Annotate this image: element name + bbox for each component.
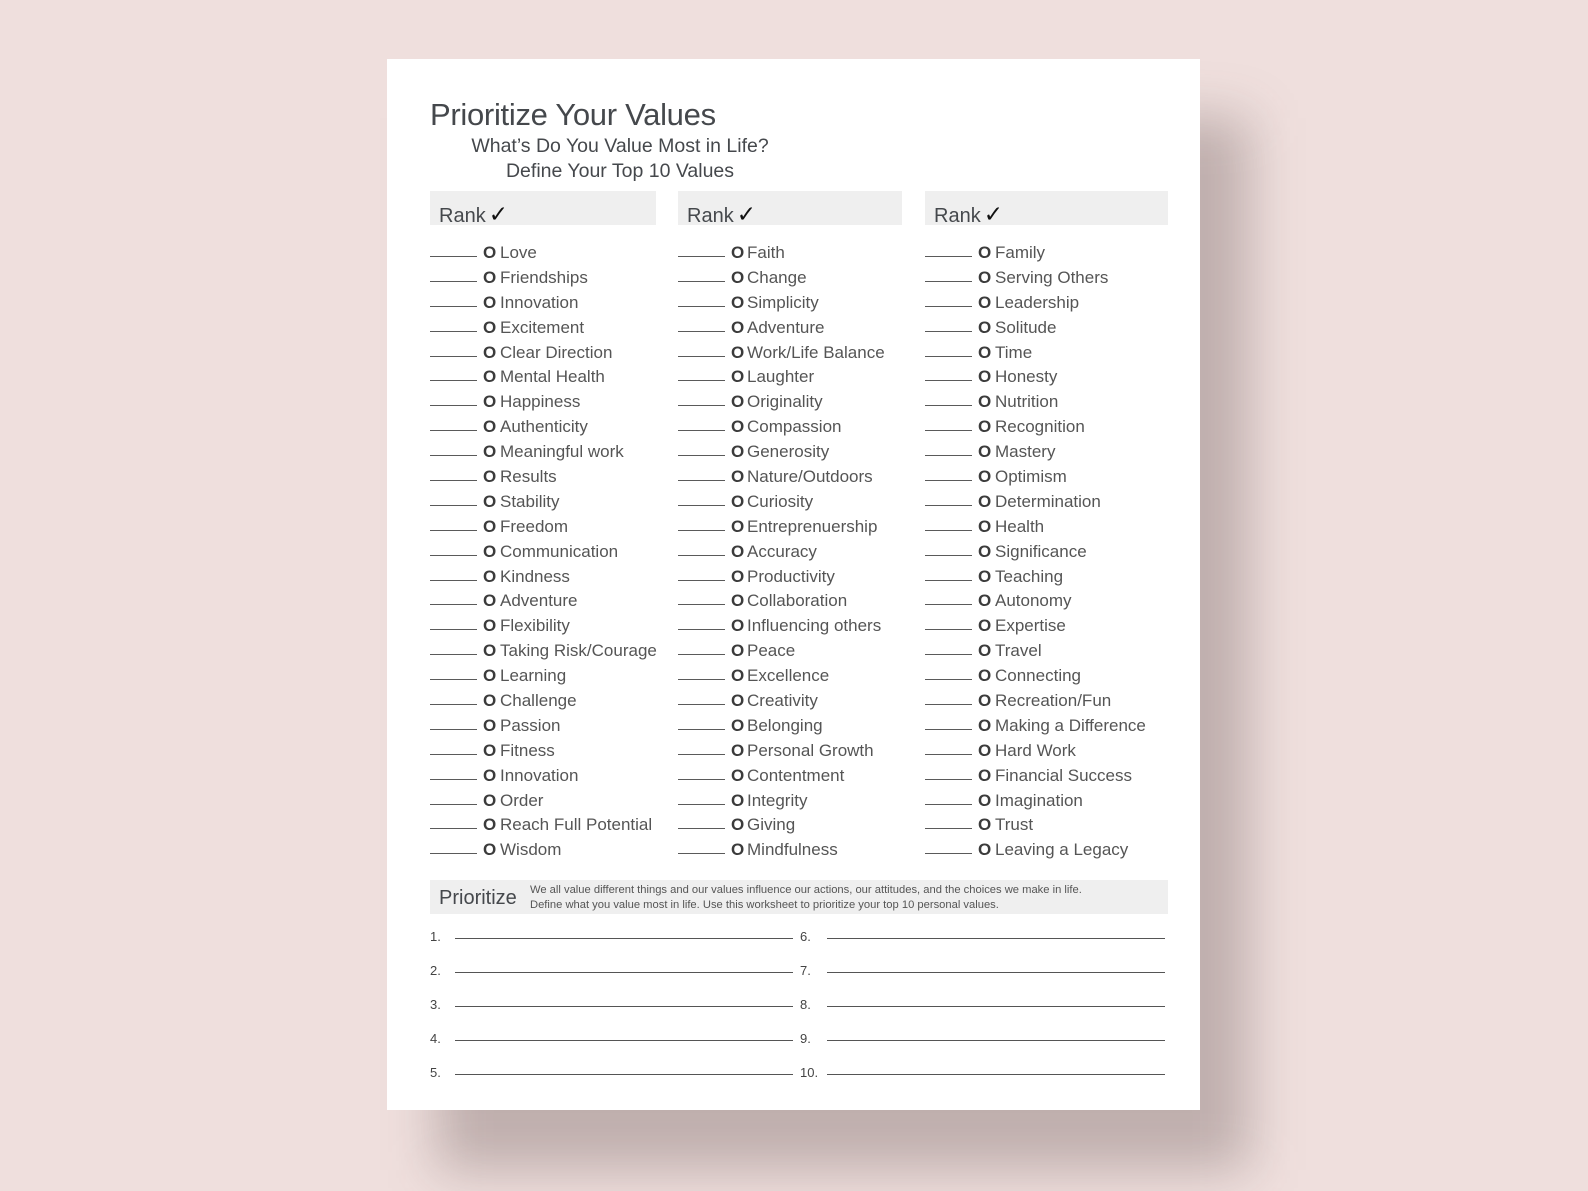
circle-checkbox[interactable]: O	[483, 541, 497, 561]
rank-blank-field[interactable]	[430, 779, 477, 780]
rank-blank-field[interactable]	[925, 704, 972, 705]
rank-blank-field[interactable]	[925, 804, 972, 805]
value-label: Recreation/Fun	[995, 691, 1112, 711]
rank-blank-field[interactable]	[678, 604, 725, 605]
circle-checkbox[interactable]: O	[483, 740, 497, 760]
circle-checkbox[interactable]: O	[978, 691, 992, 711]
value-label: Change	[747, 267, 807, 287]
circle-checkbox[interactable]: O	[978, 491, 992, 511]
circle-checkbox[interactable]: O	[978, 666, 992, 686]
circle-checkbox[interactable]: O	[483, 442, 497, 462]
circle-checkbox[interactable]: O	[978, 790, 992, 810]
value-label: Adventure	[747, 317, 825, 337]
value-label: Adventure	[500, 591, 578, 611]
rank-blank-field[interactable]	[430, 704, 477, 705]
value-label: Collaboration	[747, 591, 848, 611]
value-label: Excitement	[500, 317, 585, 337]
value-label: Results	[500, 467, 557, 487]
priority-number: 9.	[800, 1031, 811, 1046]
circle-checkbox[interactable]: O	[731, 541, 745, 561]
value-label: Work/Life Balance	[747, 342, 885, 362]
circle-checkbox[interactable]: O	[731, 442, 745, 462]
subtitle-instruction: Define Your Top 10 Values	[505, 160, 735, 182]
rank-blank-field[interactable]	[430, 380, 477, 381]
rank-blank-field[interactable]	[678, 455, 725, 456]
value-label: Health	[995, 516, 1045, 536]
rank-blank-field[interactable]	[430, 580, 477, 581]
circle-checkbox[interactable]: O	[483, 392, 497, 412]
subtitle-question: What’s Do You Value Most in Life?	[471, 135, 769, 157]
rank-blank-field[interactable]	[430, 530, 477, 531]
priority-number: 6.	[800, 929, 811, 944]
priority-write-field[interactable]	[455, 1006, 793, 1007]
priority-write-field[interactable]	[455, 1074, 793, 1075]
rank-blank-field[interactable]	[678, 306, 725, 307]
value-label: Nature/Outdoors	[747, 467, 873, 487]
value-label: Innovation	[500, 292, 579, 312]
prioritize-label: Prioritize	[439, 887, 517, 909]
value-label: Communication	[500, 541, 619, 561]
circle-checkbox[interactable]: O	[483, 790, 497, 810]
prioritize-bar	[430, 880, 1168, 914]
circle-checkbox[interactable]: O	[731, 243, 745, 262]
rank-header-label: Rank	[934, 205, 981, 227]
circle-checkbox[interactable]: O	[483, 317, 497, 337]
value-label: Excellence	[747, 666, 830, 686]
value-label: Innovation	[500, 765, 579, 785]
circle-checkbox[interactable]: O	[483, 840, 497, 860]
rank-blank-field[interactable]	[925, 331, 972, 332]
value-label: Financial Success	[995, 765, 1133, 785]
rank-blank-field[interactable]	[430, 331, 477, 332]
circle-checkbox[interactable]: O	[731, 491, 745, 511]
priority-write-field[interactable]	[827, 972, 1165, 973]
rank-header	[430, 191, 656, 225]
rank-blank-field[interactable]	[678, 430, 725, 431]
rank-blank-field[interactable]	[925, 306, 972, 307]
rank-header-label: Rank	[687, 205, 734, 227]
circle-checkbox[interactable]: O	[731, 317, 745, 337]
rank-blank-field[interactable]	[430, 828, 477, 829]
circle-checkbox[interactable]: O	[978, 367, 992, 387]
circle-checkbox[interactable]: O	[731, 666, 745, 686]
value-label: Entreprenuership	[747, 516, 878, 536]
circle-checkbox[interactable]: O	[978, 267, 992, 287]
rank-header	[925, 191, 1168, 225]
priority-write-field[interactable]	[827, 938, 1165, 939]
rank-blank-field[interactable]	[678, 331, 725, 332]
rank-blank-field[interactable]	[925, 405, 972, 406]
rank-blank-field[interactable]	[925, 356, 972, 357]
value-label: Mindfulness	[747, 840, 838, 860]
circle-checkbox[interactable]: O	[731, 516, 745, 536]
circle-checkbox[interactable]: O	[483, 616, 497, 636]
priority-number: 8.	[800, 997, 811, 1012]
value-label: Order	[500, 790, 544, 810]
rank-blank-field[interactable]	[430, 654, 477, 655]
rank-blank-field[interactable]	[925, 555, 972, 556]
prioritize-description-line: We all value different things and our values influence our actions, our attitudes, and the choices we make in life.	[530, 884, 1082, 896]
circle-checkbox[interactable]: O	[731, 691, 745, 711]
value-label: Happiness	[500, 392, 581, 412]
value-label: Nutrition	[995, 392, 1059, 412]
circle-checkbox[interactable]: O	[978, 616, 992, 636]
rank-blank-field[interactable]	[678, 356, 725, 357]
rank-blank-field[interactable]	[430, 455, 477, 456]
rank-blank-field[interactable]	[678, 804, 725, 805]
priority-number: 3.	[430, 997, 441, 1012]
circle-checkbox[interactable]: O	[978, 342, 992, 362]
rank-blank-field[interactable]	[925, 455, 972, 456]
priority-write-field[interactable]	[827, 1074, 1165, 1075]
circle-checkbox[interactable]: O	[978, 243, 992, 262]
rank-blank-field[interactable]	[430, 356, 477, 357]
circle-checkbox[interactable]: O	[483, 815, 497, 835]
circle-checkbox[interactable]: O	[483, 367, 497, 387]
rank-header-label: Rank	[439, 205, 486, 227]
circle-checkbox[interactable]: O	[731, 616, 745, 636]
rank-blank-field[interactable]	[430, 480, 477, 481]
value-label: Travel	[995, 641, 1042, 661]
circle-checkbox[interactable]: O	[978, 591, 992, 611]
rank-blank-field[interactable]	[925, 256, 972, 257]
rank-blank-field[interactable]	[678, 629, 725, 630]
value-label: Creativity	[747, 691, 818, 711]
circle-checkbox[interactable]: O	[483, 342, 497, 362]
circle-checkbox[interactable]: O	[978, 641, 992, 661]
rank-blank-field[interactable]	[430, 281, 477, 282]
prioritize-description	[530, 883, 1082, 912]
circle-checkbox[interactable]: O	[483, 765, 497, 785]
circle-checkbox[interactable]: O	[731, 815, 745, 835]
value-label: Integrity	[747, 790, 808, 810]
rank-blank-field[interactable]	[925, 281, 972, 282]
value-label: Generosity	[747, 442, 830, 462]
circle-checkbox[interactable]: O	[978, 765, 992, 785]
value-label: Connecting	[995, 666, 1082, 686]
rank-blank-field[interactable]	[430, 804, 477, 805]
rank-blank-field[interactable]	[925, 430, 972, 431]
rank-blank-field[interactable]	[678, 679, 725, 680]
rank-blank-field[interactable]	[925, 480, 972, 481]
values-column-3	[925, 191, 1168, 860]
circle-checkbox[interactable]: O	[978, 317, 992, 337]
value-label: Honesty	[995, 367, 1058, 387]
rank-blank-field[interactable]	[678, 853, 725, 854]
rank-blank-field[interactable]	[925, 505, 972, 506]
circle-checkbox[interactable]: O	[978, 740, 992, 760]
value-label: Simplicity	[747, 292, 819, 312]
value-label: Taking Risk/Courage	[500, 641, 657, 661]
value-label: Kindness	[500, 566, 570, 586]
value-label: Serving Others	[995, 267, 1109, 287]
circle-checkbox[interactable]: O	[483, 715, 497, 735]
priority-number: 1.	[430, 929, 441, 944]
rank-blank-field[interactable]	[925, 530, 972, 531]
value-label: Fitness	[500, 740, 555, 760]
circle-checkbox[interactable]: O	[483, 591, 497, 611]
circle-checkbox[interactable]: O	[978, 467, 992, 487]
value-label: Originality	[747, 392, 823, 412]
value-label: Challenge	[500, 691, 577, 711]
circle-checkbox[interactable]: O	[483, 243, 497, 262]
value-label: Clear Direction	[500, 342, 613, 362]
circle-checkbox[interactable]: O	[731, 292, 745, 312]
circle-checkbox[interactable]: O	[731, 267, 745, 287]
value-label: Autonomy	[995, 591, 1072, 611]
value-label: Time	[995, 342, 1033, 362]
rank-blank-field[interactable]	[925, 754, 972, 755]
value-label: Giving	[747, 815, 796, 835]
value-label: Curiosity	[747, 491, 814, 511]
circle-checkbox[interactable]: O	[731, 790, 745, 810]
value-label: Belonging	[747, 715, 823, 735]
rank-blank-field[interactable]	[925, 679, 972, 680]
value-label: Family	[995, 243, 1046, 262]
rank-blank-field[interactable]	[678, 555, 725, 556]
priority-number: 4.	[430, 1031, 441, 1046]
rank-blank-field[interactable]	[430, 853, 477, 854]
value-label: Hard Work	[995, 740, 1076, 760]
value-label: Wisdom	[500, 840, 562, 860]
circle-checkbox[interactable]: O	[483, 292, 497, 312]
value-label: Determination	[995, 491, 1101, 511]
value-label: Trust	[995, 815, 1034, 835]
circle-checkbox[interactable]: O	[731, 765, 745, 785]
rank-blank-field[interactable]	[430, 430, 477, 431]
value-label: Learning	[500, 666, 567, 686]
rank-blank-field[interactable]	[678, 380, 725, 381]
checkmark-icon: ✓	[736, 201, 756, 227]
value-label: Reach Full Potential	[500, 815, 653, 835]
circle-checkbox[interactable]: O	[978, 541, 992, 561]
circle-checkbox[interactable]: O	[483, 691, 497, 711]
circle-checkbox[interactable]: O	[978, 516, 992, 536]
value-label: Mastery	[995, 442, 1056, 462]
value-label: Mental Health	[500, 367, 605, 387]
rank-blank-field[interactable]	[678, 828, 725, 829]
value-label: Teaching	[995, 566, 1064, 586]
priority-write-field[interactable]	[455, 1040, 793, 1041]
rank-blank-field[interactable]	[925, 853, 972, 854]
values-column-2	[678, 191, 902, 860]
circle-checkbox[interactable]: O	[731, 641, 745, 661]
values-column-1	[430, 191, 657, 860]
priority-number: 7.	[800, 963, 811, 978]
rank-blank-field[interactable]	[925, 580, 972, 581]
rank-blank-field[interactable]	[678, 530, 725, 531]
value-label: Making a Difference	[995, 715, 1146, 735]
value-label: Stability	[500, 491, 560, 511]
circle-checkbox[interactable]: O	[731, 467, 745, 487]
rank-blank-field[interactable]	[430, 306, 477, 307]
circle-checkbox[interactable]: O	[483, 641, 497, 661]
value-label: Leadership	[995, 292, 1080, 312]
priority-number: 10.	[800, 1065, 819, 1080]
value-label: Peace	[747, 641, 796, 661]
rank-blank-field[interactable]	[678, 480, 725, 481]
circle-checkbox[interactable]: O	[978, 715, 992, 735]
value-label: Flexibility	[500, 616, 570, 636]
circle-checkbox[interactable]: O	[483, 666, 497, 686]
value-label: Compassion	[747, 417, 842, 437]
rank-blank-field[interactable]	[678, 654, 725, 655]
value-label: Optimism	[995, 467, 1067, 487]
rank-blank-field[interactable]	[678, 580, 725, 581]
rank-blank-field[interactable]	[678, 505, 725, 506]
circle-checkbox[interactable]: O	[483, 417, 497, 437]
rank-blank-field[interactable]	[678, 281, 725, 282]
value-label: Accuracy	[747, 541, 817, 561]
rank-blank-field[interactable]	[430, 729, 477, 730]
rank-blank-field[interactable]	[678, 704, 725, 705]
circle-checkbox[interactable]: O	[978, 442, 992, 462]
value-label: Passion	[500, 715, 561, 735]
rank-blank-field[interactable]	[925, 729, 972, 730]
prioritize-description-line: Define what you value most in life. Use this worksheet to prioritize your top 10 personal values.	[530, 898, 999, 911]
circle-checkbox[interactable]: O	[978, 417, 992, 437]
value-label: Recognition	[995, 417, 1085, 437]
rank-blank-field[interactable]	[925, 828, 972, 829]
value-label: Expertise	[995, 616, 1066, 636]
rank-blank-field[interactable]	[430, 405, 477, 406]
rank-blank-field[interactable]	[925, 380, 972, 381]
value-label: Significance	[995, 541, 1087, 561]
priority-number: 5.	[430, 1065, 441, 1080]
worksheet-page	[387, 59, 1200, 1110]
rank-blank-field[interactable]	[925, 654, 972, 655]
value-label: Productivity	[747, 566, 835, 586]
rank-blank-field[interactable]	[430, 754, 477, 755]
circle-checkbox[interactable]: O	[483, 491, 497, 511]
circle-checkbox[interactable]: O	[483, 566, 497, 586]
rank-blank-field[interactable]	[430, 505, 477, 506]
value-label: Authenticity	[500, 417, 588, 437]
rank-blank-field[interactable]	[430, 256, 477, 257]
circle-checkbox[interactable]: O	[731, 417, 745, 437]
value-label: Love	[500, 243, 537, 262]
value-label: Freedom	[500, 516, 569, 536]
checkmark-icon: ✓	[488, 201, 508, 227]
circle-checkbox[interactable]: O	[978, 566, 992, 586]
circle-checkbox[interactable]: O	[731, 367, 745, 387]
priority-write-field[interactable]	[827, 1040, 1165, 1041]
value-label: Laughter	[747, 367, 815, 387]
circle-checkbox[interactable]: O	[731, 392, 745, 412]
rank-blank-field[interactable]	[678, 729, 725, 730]
rank-blank-field[interactable]	[925, 779, 972, 780]
rank-header	[678, 191, 902, 225]
rank-blank-field[interactable]	[678, 754, 725, 755]
priority-write-field[interactable]	[455, 972, 793, 973]
rank-blank-field[interactable]	[430, 604, 477, 605]
rank-blank-field[interactable]	[430, 679, 477, 680]
value-label: Influencing others	[747, 616, 882, 636]
rank-blank-field[interactable]	[925, 629, 972, 630]
rank-blank-field[interactable]	[678, 405, 725, 406]
circle-checkbox[interactable]: O	[731, 715, 745, 735]
circle-checkbox[interactable]: O	[978, 292, 992, 312]
circle-checkbox[interactable]: O	[483, 516, 497, 536]
circle-checkbox[interactable]: O	[731, 566, 745, 586]
value-label: Solitude	[995, 317, 1057, 337]
rank-blank-field[interactable]	[678, 256, 725, 257]
value-label: Contentment	[747, 765, 845, 785]
value-label: Friendships	[500, 267, 588, 287]
value-label: Personal Growth	[747, 740, 874, 760]
circle-checkbox[interactable]: O	[483, 267, 497, 287]
circle-checkbox[interactable]: O	[978, 815, 992, 835]
circle-checkbox[interactable]: O	[731, 342, 745, 362]
checkmark-icon: ✓	[983, 201, 1003, 227]
circle-checkbox[interactable]: O	[731, 740, 745, 760]
circle-checkbox[interactable]: O	[978, 840, 992, 860]
rank-blank-field[interactable]	[925, 604, 972, 605]
value-label: Leaving a Legacy	[995, 840, 1129, 860]
rank-blank-field[interactable]	[678, 779, 725, 780]
priority-write-field[interactable]	[827, 1006, 1165, 1007]
value-label: Meaningful work	[500, 442, 624, 462]
priority-write-field[interactable]	[455, 938, 793, 939]
rank-blank-field[interactable]	[430, 555, 477, 556]
circle-checkbox[interactable]: O	[483, 467, 497, 487]
circle-checkbox[interactable]: O	[731, 840, 745, 860]
circle-checkbox[interactable]: O	[978, 392, 992, 412]
page-title: Prioritize Your Values	[430, 97, 716, 132]
value-label: Imagination	[995, 790, 1083, 810]
rank-blank-field[interactable]	[430, 629, 477, 630]
priority-number: 2.	[430, 963, 441, 978]
value-label: Faith	[747, 243, 785, 262]
circle-checkbox[interactable]: O	[731, 591, 745, 611]
